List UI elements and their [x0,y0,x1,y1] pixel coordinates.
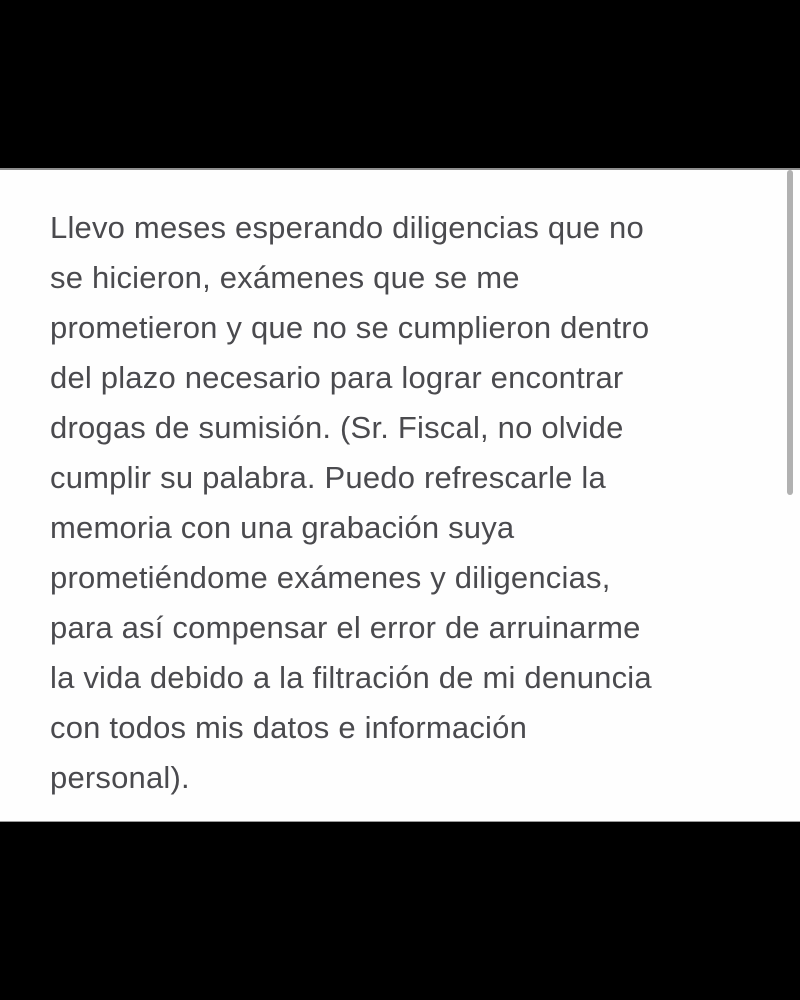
paragraph [0,170,800,803]
text-line: para así compensar el error de arruinarme [50,610,641,645]
text-line: memoria con una grabación suya [50,510,515,545]
text-line: la vida debido a la filtración de mi denuncia [50,660,652,695]
text-panel[interactable] [0,168,800,822]
scrollbar-track [787,170,793,820]
text-line: se hicieron, exámenes que se me [50,260,520,295]
text-line: drogas de sumisión. (Sr. Fiscal, no olvide [50,410,624,445]
text-line: prometieron y que no se cumplieron dentro [50,310,650,345]
scrollbar-thumb[interactable] [787,170,793,495]
text-line: prometiéndome exámenes y diligencias, [50,560,611,595]
text-line: con todos mis datos e información [50,710,528,745]
letterbox-bottom-bar [0,822,800,1000]
letterbox-top-bar [0,0,800,168]
text-line: del plazo necesario para lograr encontrar [50,360,624,395]
text-line: personal). [50,760,190,795]
text-line: cumplir su palabra. Puedo refrescarle la [50,460,606,495]
text-line: Llevo meses esperando diligencias que no [50,210,644,245]
